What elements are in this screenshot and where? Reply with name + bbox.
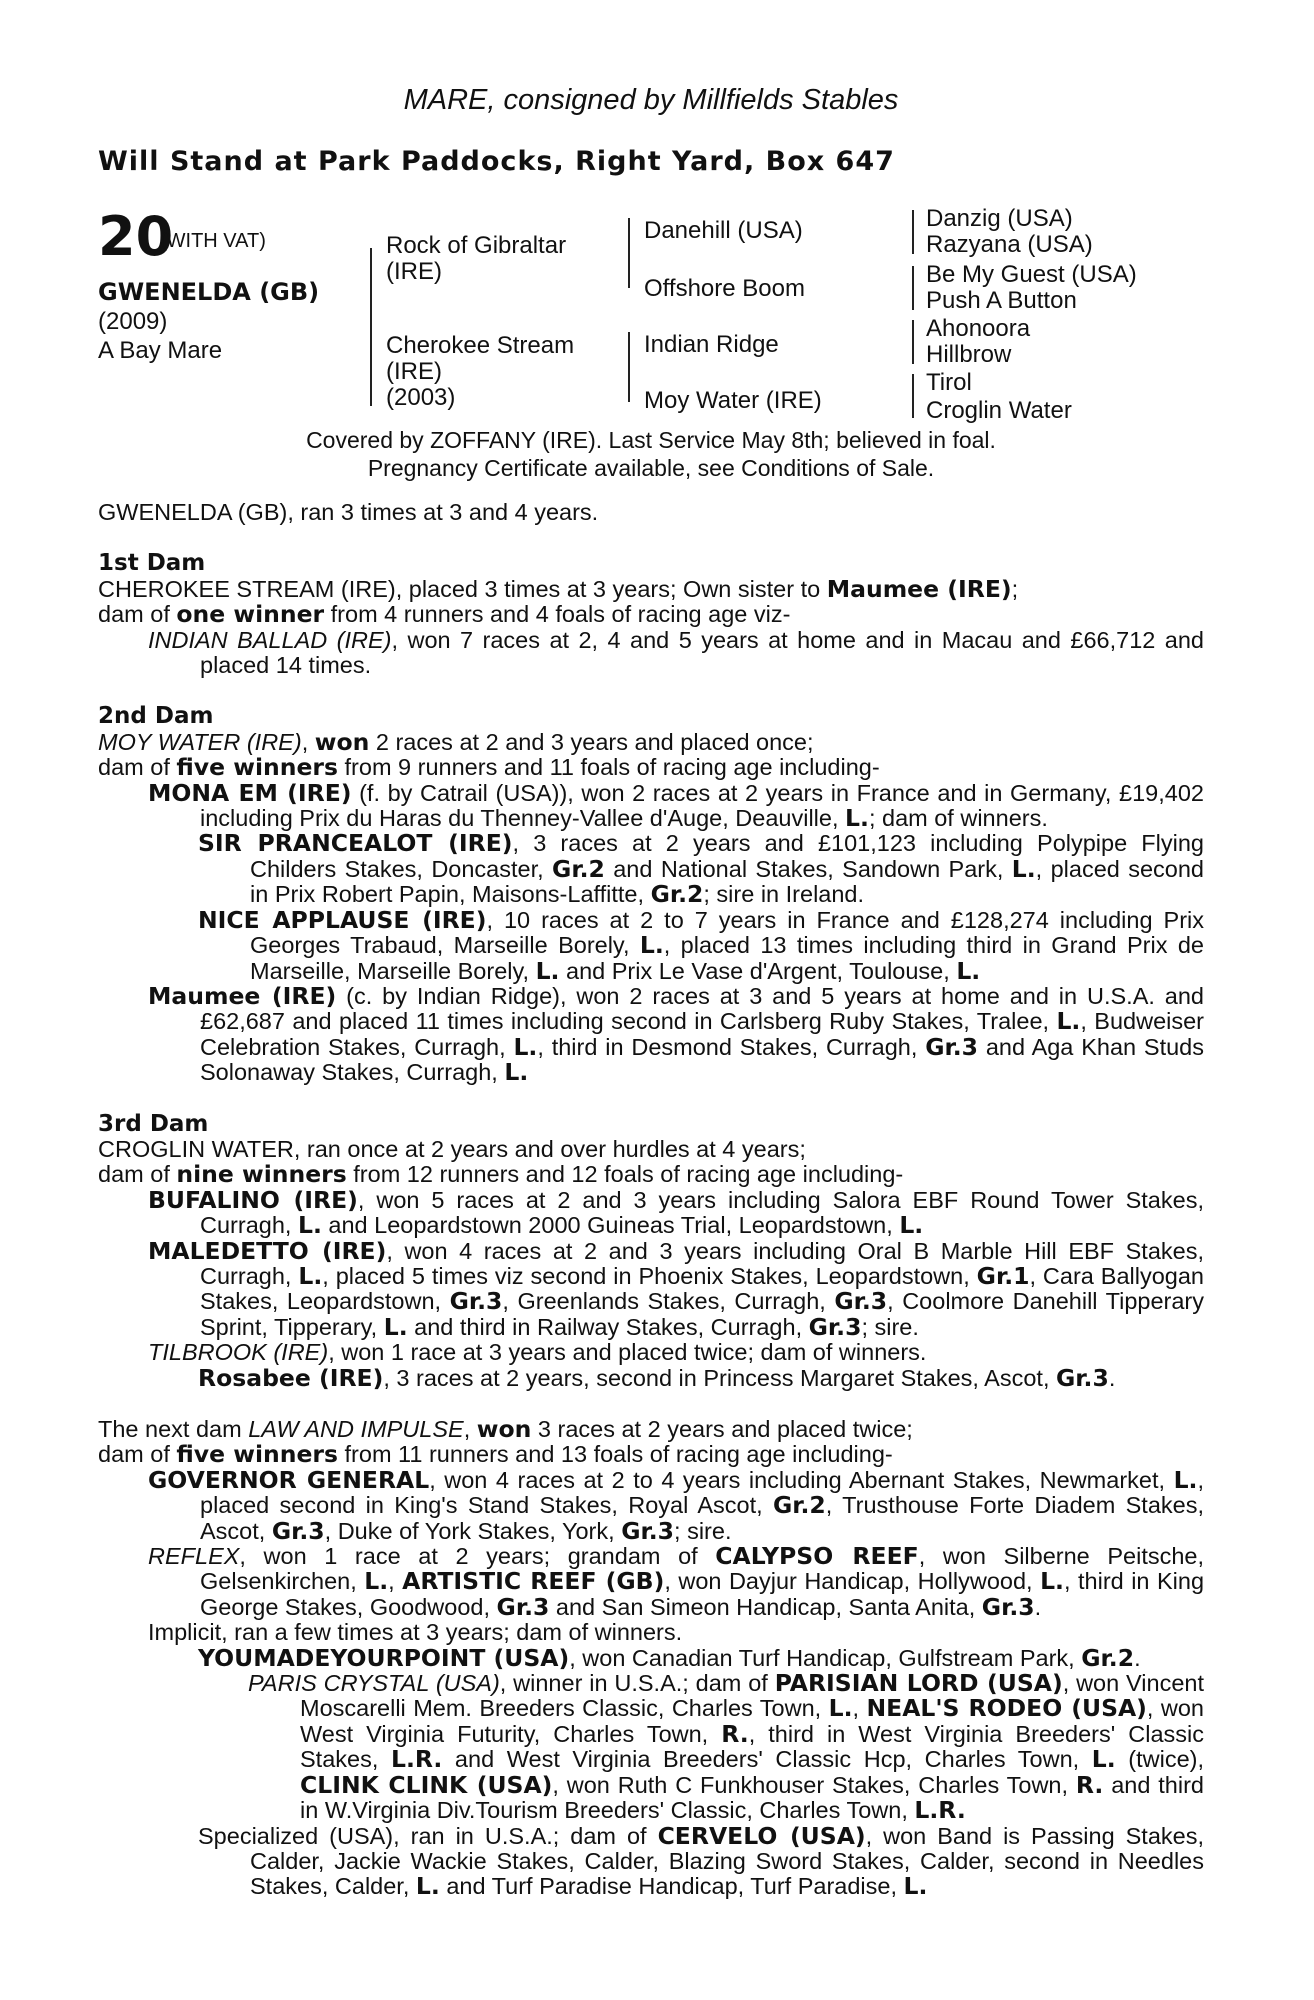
consignor-title: MARE, consigned by Millfields Stables [403, 84, 899, 116]
produce-entry: MONA EM (IRE) (f. by Catrail (USA)), won 2 races at 2 years in France and in Germany, £19,402 including Prix du Haras du Thenney-Vallee d'Auge, Deauville, L.; dam of winners. [148, 778, 1204, 833]
stand-location: Will Stand at Park Paddocks, Right Yard, Box 647 [98, 146, 895, 177]
intro-line: GWENELDA (GB), ran 3 times at 3 and 4 years. [98, 499, 599, 525]
pedigree-brace [912, 374, 914, 418]
vat-note: (WITH VAT) [160, 230, 266, 252]
gen3-7: Tirol [926, 369, 972, 396]
produce-entry: BUFALINO (IRE), won 5 races at 2 and 3 years including Salora EBF Round Tower Stakes, Curragh, L. and Leopardstown 2000 Guineas Trial, Leopardstown, L. [148, 1185, 1204, 1240]
first-dam-heading: 1st Dam [98, 550, 206, 577]
second-dam-produce: dam of five winners from 9 runners and 11 foals of racing age including- [98, 753, 880, 782]
sire-sire: Danehill (USA) [644, 217, 803, 244]
third-dam-line: CROGLIN WATER, ran once at 2 years and over hurdles at 4 years; [98, 1135, 806, 1162]
horse-name: GWENELDA (GB) [98, 278, 320, 306]
catalogue-body [98, 500, 1204, 1900]
horse-info [98, 278, 319, 365]
pedigree-brace [370, 248, 372, 406]
pedigree-brace [912, 266, 914, 310]
produce-entry: Rosabee (IRE), 3 races at 2 years, second in Princess Margaret Stakes, Ascot, Gr.3. [198, 1363, 1116, 1392]
dam-sire: Indian Ridge [644, 331, 779, 358]
produce-entry: SIR PRANCEALOT (IRE), 3 races at 2 years and £101,123 including Polypipe Flying Childers Stakes, Doncaster, Gr.2 and National Stakes, Sandown Park, L., placed second in Prix Robert Papin, Maisons-Laffitte, Gr.2; sire in Ireland. [198, 829, 1204, 909]
gen3-5: Ahonoora [926, 315, 1031, 342]
gen3-4: Push A Button [926, 287, 1077, 314]
third-dam-heading: 3rd Dam [98, 1110, 209, 1137]
produce-entry: TILBROOK (IRE), won 1 race at 3 years and placed twice; dam of winners. [148, 1339, 927, 1366]
pedigree-brace [628, 218, 630, 288]
sire-name: Rock of Gibraltar (IRE) [386, 232, 567, 285]
produce-entry: Specialized (USA), ran in U.S.A.; dam of CERVELO (USA), won Band is Passing Stakes, Calder, Jackie Wackie Stakes, Calder, Blazing Sword Stakes, Calder, second in Needles Stakes, Calder, L. and Turf Paradise Handicap, Turf Paradise, L. [198, 1821, 1204, 1901]
produce-entry: REFLEX, won 1 race at 2 years; grandam of CALYPSO REEF, won Silberne Peitsche, Gelsenkirchen, L., ARTISTIC REEF (GB), won Dayjur Handicap, Hollywood, L., third in King George Stakes, Goodwood, Gr.3 and San Simeon Handicap, Santa Anita, Gr.3. [148, 1542, 1205, 1621]
next-dam-line: The next dam LAW AND IMPULSE, won 3 races at 2 years and placed twice; [98, 1415, 913, 1443]
dam-name: Cherokee Stream (IRE) (2003) [386, 332, 575, 411]
horse-year: (2009) [98, 308, 168, 335]
produce-entry: PARIS CRYSTAL (USA), winner in U.S.A.; dam of PARISIAN LORD (USA), won Vincent Moscarelli Mem. Breeders Classic, Charles Town, L., NEAL'S RODEO (USA), won West Virginia Futurity, Charles Town, R., third in West Virginia Breeders' Classic Stakes, L.R. and West Virginia Breeders' Classic Hcp, Charles Town, L. (twice), CLINK CLINK (USA), won Ruth C Funkhouser Stakes, Charles Town, R. and third in W.Virginia Div.Tourism Breeders' Classic, Charles Town, L.R. [248, 1669, 1205, 1825]
produce-entry: YOUMADEYOURPOINT (USA), won Canadian Turf Handicap, Gulfstream Park, Gr.2. [198, 1643, 1141, 1672]
sire-dam: Offshore Boom [644, 275, 805, 302]
produce-entry: MALEDETTO (IRE), won 4 races at 2 and 3 years including Oral B Marble Hill EBF Stakes, Curragh, L., placed 5 times viz second in Phoenix Stakes, Leopardstown, Gr.1, Cara Ballyogan Stakes, Leopardstown, Gr.3, Greenlands Stakes, Curragh, Gr.3, Coolmore Danehill Tipperary Sprint, Tipperary, L. and third in Railway Stakes, Curragh, Gr.3; sire. [148, 1236, 1205, 1341]
gen3-3: Be My Guest (USA) [926, 261, 1137, 288]
produce-entry: GOVERNOR GENERAL, won 4 races at 2 to 4 years including Abernant Stakes, Newmarket, L., placed second in King's Stand Stakes, Royal Ascot, Gr.2, Trusthouse Forte Diadem Stakes, Ascot, Gr.3, Duke of York Stakes, York, Gr.3; sire. [148, 1465, 1204, 1545]
covered-note: Covered by ZOFFANY (IRE). Last Service May 8th; believed in foal. Pregnancy Certificate available, see Conditions of Sale. [306, 427, 996, 481]
gen3-2: Razyana (USA) [926, 231, 1093, 258]
gen3-1: Danzig (USA) [926, 205, 1073, 232]
next-dam-produce: dam of five winners from 11 runners and 13 foals of racing age including- [98, 1440, 893, 1469]
horse-description: A Bay Mare [98, 337, 223, 364]
produce-entry: NICE APPLAUSE (IRE), 10 races at 2 to 7 years in France and £128,274 including Prix Georges Trabaud, Marseille Borely, L., placed 13 times including third in Grand Prix de Marseille, Marseille Borely, L. and Prix Le Vase d'Argent, Toulouse, L. [198, 905, 1204, 985]
pedigree-brace [628, 332, 630, 402]
pedigree-brace [912, 320, 914, 364]
first-dam-produce: dam of one winner from 4 runners and 4 foals of racing age viz- [98, 600, 791, 629]
gen3-8: Croglin Water [926, 397, 1072, 424]
second-dam-heading: 2nd Dam [98, 703, 214, 730]
produce-entry: Implicit, ran a few times at 3 years; dam of winners. [148, 1619, 683, 1646]
lot-number: 20 [98, 205, 174, 268]
first-dam-line: CHEROKEE STREAM (IRE), placed 3 times at 3 years; Own sister to Maumee (IRE); [98, 574, 1019, 603]
dam-dam: Moy Water (IRE) [644, 387, 822, 414]
pedigree-brace [912, 210, 914, 254]
produce-entry: INDIAN BALLAD (IRE), won 7 races at 2, 4 and 5 years at home and in Macau and £66,712 and placed 14 times. [148, 626, 1204, 679]
gen3-6: Hillbrow [926, 341, 1012, 368]
second-dam-line: MOY WATER (IRE), won 2 races at 2 and 3 years and placed once; [98, 727, 814, 756]
produce-entry: Maumee (IRE) (c. by Indian Ridge), won 2 races at 3 and 5 years at home and in U.S.A. and £62,687 and placed 11 times including second in Carlsberg Ruby Stakes, Tralee, L., Budweiser Celebration Stakes, Curragh, L., third in Desmond Stakes, Curragh, Gr.3 and Aga Khan Studs Solonaway Stakes, Curragh, L. [148, 981, 1205, 1087]
third-dam-produce: dam of nine winners from 12 runners and 12 foals of racing age including- [98, 1160, 904, 1189]
